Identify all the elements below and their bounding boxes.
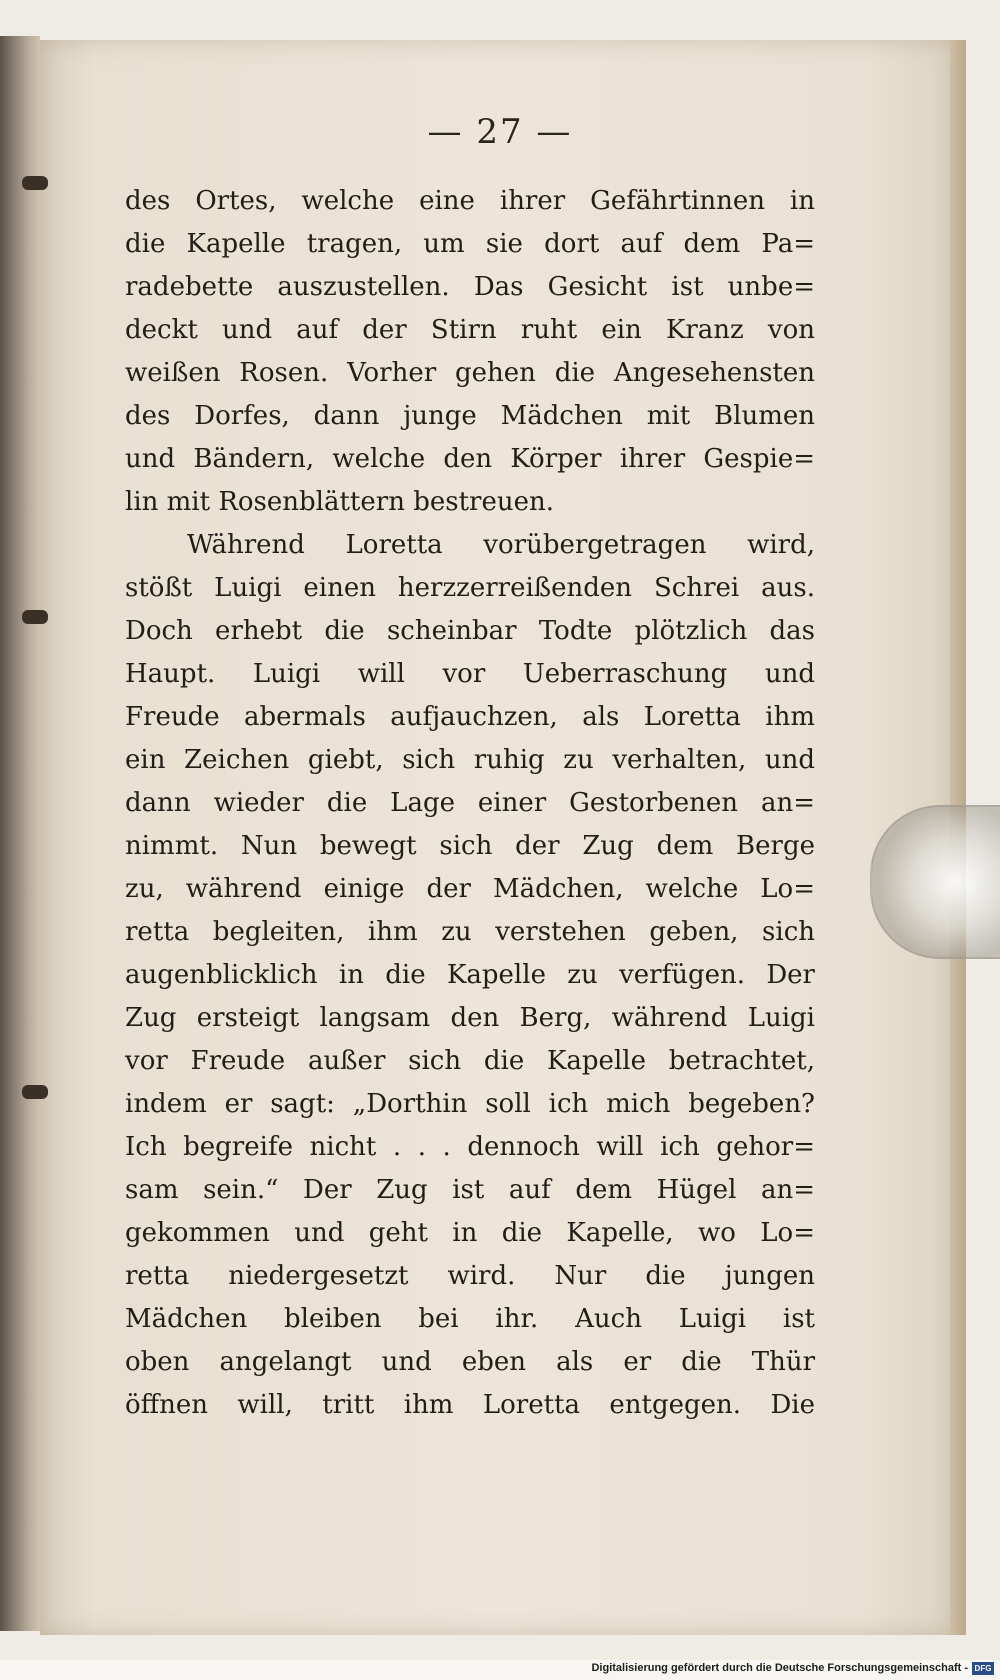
text-line: vor Freude außer sich die Kapelle betrachtet, (125, 1046, 815, 1076)
binding-stitch (22, 610, 48, 624)
text-line: Zug ersteigt langsam den Berg, während Luigi (125, 1003, 815, 1033)
binding-stitch (22, 176, 48, 190)
text-line: stößt Luigi einen herzzerreißenden Schrei aus. (125, 573, 815, 603)
text-line: zu, während einige der Mädchen, welche Lo= (125, 874, 815, 904)
text-line: öffnen will, tritt ihm Loretta entgegen. Die (125, 1390, 815, 1420)
text-line: des Dorfes, dann junge Mädchen mit Blumen (125, 401, 815, 431)
dfg-logo: DFG (972, 1662, 994, 1675)
body-text (125, 180, 815, 1427)
text-line: radebette auszustellen. Das Gesicht ist unbe= (125, 272, 815, 302)
text-line: dann wieder die Lage einer Gestorbenen an= (125, 788, 815, 818)
text-line: Haupt. Luigi will vor Ueberraschung und (125, 659, 815, 689)
text-line: die Kapelle tragen, um sie dort auf dem Pa= (125, 229, 815, 259)
text-line: retta begleiten, ihm zu verstehen geben, sich (125, 917, 815, 947)
text-line: Während Loretta vorübergetragen wird, (187, 530, 815, 560)
text-line: deckt und auf der Stirn ruht ein Kranz von (125, 315, 815, 345)
book-spine-edge (0, 36, 40, 1631)
page-clip (870, 805, 1000, 959)
text-line: und Bändern, welche den Körper ihrer Gespie= (125, 444, 815, 474)
text-line: retta niedergesetzt wird. Nur die jungen (125, 1261, 815, 1291)
text-line: nimmt. Nun bewegt sich der Zug dem Berge (125, 831, 815, 861)
text-line: Ich begreife nicht . . . dennoch will ich gehor= (125, 1132, 815, 1162)
text-line: lin mit Rosenblättern bestreuen. (125, 487, 554, 517)
text-line: weißen Rosen. Vorher gehen die Angesehensten (125, 358, 815, 388)
binding-stitch (22, 1085, 48, 1099)
text-line: Freude abermals aufjauchzen, als Loretta ihm (125, 702, 815, 732)
text-line: oben angelangt und eben als er die Thür (125, 1347, 815, 1377)
text-line: sam sein.“ Der Zug ist auf dem Hügel an= (125, 1175, 815, 1205)
text-line: des Ortes, welche eine ihrer Gefährtinnen in (125, 186, 815, 216)
text-line: Doch erhebt die scheinbar Todte plötzlich das (125, 616, 815, 646)
text-line: ein Zeichen giebt, sich ruhig zu verhalten, und (125, 745, 815, 775)
text-line: Mädchen bleiben bei ihr. Auch Luigi ist (125, 1304, 815, 1334)
text-line: indem er sagt: „Dorthin soll ich mich begeben? (125, 1089, 815, 1119)
text-line: augenblicklich in die Kapelle zu verfügen. Der (125, 960, 815, 990)
text-line: gekommen und geht in die Kapelle, wo Lo= (125, 1218, 815, 1248)
digitization-credit: Digitalisierung gefördert durch die Deutsche Forschungsgemeinschaft - (591, 1662, 968, 1674)
page-number: — 27 — (427, 112, 573, 152)
